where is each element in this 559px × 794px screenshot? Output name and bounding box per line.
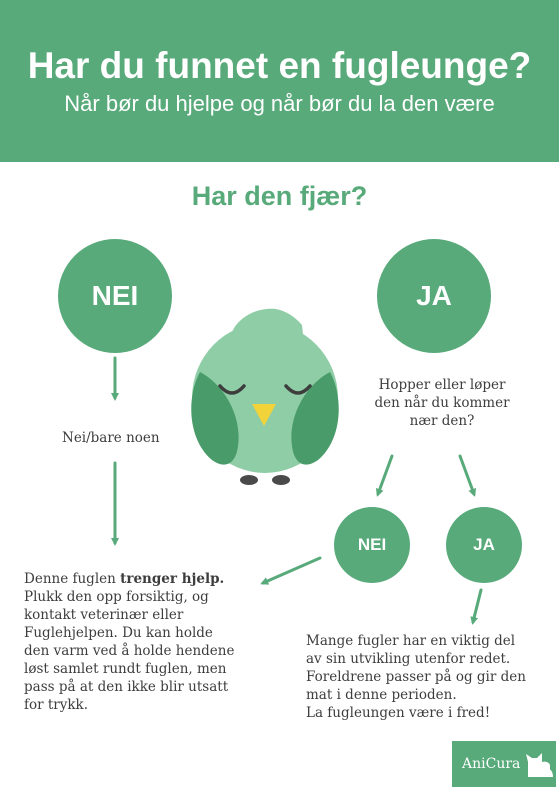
arrow-to-help (263, 558, 320, 583)
arrow-to-yes (460, 456, 474, 494)
anicura-logo (452, 741, 556, 787)
page-subtitle: Når bør du hjelpe og når bør du la den være (64, 91, 495, 116)
arrow-to-leave (473, 590, 481, 622)
needs-help-line: den varm ved å holde hendene (24, 643, 235, 659)
leave-alone-line: mat i denne perioden. (306, 687, 457, 703)
logo-text: AniCura (462, 756, 521, 772)
needs-help-line: kontakt veterinær eller (24, 607, 184, 623)
cat-dog-silhouette-icon (525, 750, 555, 778)
right-yes-circle: JA (377, 239, 491, 353)
leave-alone-line: Mange fugler har en viktig del (306, 633, 516, 649)
bird-foot-right (272, 475, 290, 485)
hop-question-line: nær den? (409, 413, 475, 429)
leave-alone-line: La fugleungen være i fred! (306, 705, 491, 721)
leave-alone-line: av sin utvikling utenfor redet. (306, 651, 511, 667)
leave-alone-line: Foreldrene passer på og gir den (306, 669, 526, 685)
needs-help-line: Denne fuglen trenger hjelp. (24, 571, 225, 587)
needs-help-line: for trykk. (24, 697, 89, 713)
needs-help-line: løst samlet rundt fuglen, men (24, 661, 227, 677)
bird-illustration (191, 309, 338, 485)
needs-help-line: Plukk den opp forsiktig, og (24, 589, 209, 605)
hop-question-line: den når du kommer (374, 395, 510, 411)
needs-help-line: Fuglehjelpen. Du kan holde (24, 625, 213, 641)
hop-no-circle: NEI (334, 507, 410, 583)
feather-question: Har den fjær? (191, 181, 368, 211)
page-title: Har du funnet en fugleunge? (27, 45, 532, 86)
hop-question-line: Hopper eller løper (378, 377, 506, 393)
left-no-circle: NEI (58, 239, 172, 353)
few-feathers-label: Nei/bare noen (62, 430, 160, 446)
bird-foot-left (240, 475, 258, 485)
needs-help-emphasis: trenger hjelp. (120, 571, 225, 587)
hop-yes-circle: JA (446, 507, 522, 583)
arrow-to-no (378, 456, 392, 494)
needs-help-line: pass på at den ikke blir utsatt (24, 679, 229, 695)
